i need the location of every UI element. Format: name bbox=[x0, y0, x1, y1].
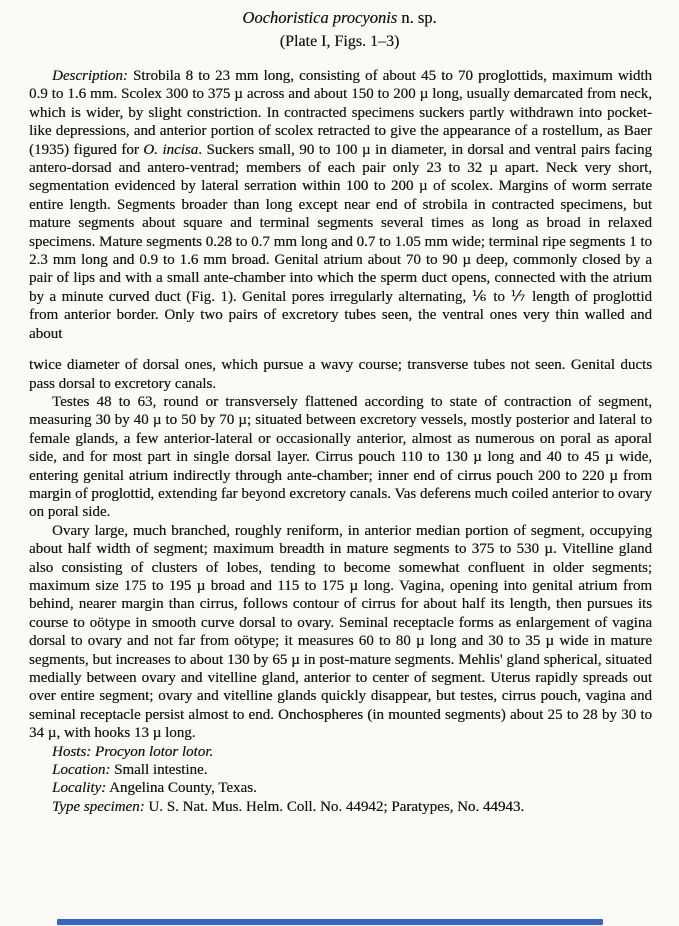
hosts-value: Procyon lotor lotor. bbox=[91, 743, 214, 760]
ovary-text: Ovary large, much branched, roughly reniform, in anterior median portion of segment, occupying about half width of segment; maximum breadth in mature segments to 375 to 530 µ. Vitelline gland also consisting of clusters of lobes, tending to become somewhat confluent in older segments; maximum size 175 to 195 µ broad and 115 to 175 µ long. Vagina, opening into genital atrium from behind, nearer margin than cirrus, follows contour of cirrus for about half its length, then pursues its course to oötype in smooth curve dorsal to ovary. Seminal receptacle forms as enlargement of vagina dorsal to ovary and not far from oötype; it measures 60 to 80 µ long and 30 to 35 µ wide in mature segments, but increases to about 130 by 65 µ in post-mature segments. Mehlis' gland spherical, situated medially between ovary and vitelline gland, anterior to center of segment. Uterus rapidly spreads out over entire segment; ovary and vitelline glands quickly disappear, but testes, cirrus pouch, vagina and seminal receptacle persist almost to end. Onchospheres (in mounted segments) about 25 to 28 by 30 to 34 µ, with hooks 13 µ long. bbox=[29, 522, 652, 742]
location-line bbox=[29, 761, 652, 779]
plate-reference: (Plate I, Figs. 1–3) bbox=[279, 33, 400, 50]
article-body bbox=[29, 67, 652, 816]
locality-label: Locality: bbox=[52, 780, 107, 797]
locality-value: Angelina County, Texas. bbox=[106, 780, 257, 797]
description-text-1: Strobila 8 to 23 mm long, consisting of about 45 to 70 proglottids, maximum width 0.9 to 1.6 mm. Scolex 300 to 375 µ across and about 150 to 200 µ long, usually demarcated from neck, which is wider, by slight constriction. In contracted specimens suckers partly withdrawn into pocket-like depressions, and anterior portion of scolex retracted to give the appearance of a rostellum, as Baer (1935) figured for bbox=[29, 68, 653, 158]
description-text-2: . Suckers small, 90 to 100 µ in diameter, in dorsal and ventral pairs facing antero-dorsad and antero-ventrad; members of each pair only 23 to 32 µ apart. Neck very short, segmentation evidenced by lateral serration within 100 to 200 µ of scolex. Margins of worm serrate entire length. Segments broader than long except near end of strobila in contracted specimens, but mature segments about square and terminal segments several times as long as broad in relaxed specimens. Mature segments 0.28 to 0.7 mm long and 0.7 to 1.05 mm wide; terminal ripe segments 1 to 2.3 mm long and 0.9 to 1.6 mm broad. Genital atrium about 70 to 90 µ deep, commonly closed by a pair of lips and with a small ante-chamber into which the sperm duct opens, connected with the atrium by a minute curved duct (Fig. 1). Genital pores irregularly alternating, ⅙ to ⅐ length of proglottid from anterior border. Only two pairs of excretory tubes seen, the ventral ones very thin walled and about bbox=[29, 141, 653, 342]
location-value: Small intestine. bbox=[110, 762, 208, 779]
description-paragraph bbox=[29, 67, 652, 343]
type-specimen-line bbox=[29, 798, 652, 816]
location-label: Location: bbox=[52, 762, 111, 779]
testes-paragraph bbox=[29, 393, 652, 522]
hosts-label: Hosts: bbox=[52, 743, 92, 760]
type-specimen-label: Type specimen: bbox=[52, 798, 145, 815]
species-name: Oochoristica procyonis bbox=[242, 8, 398, 27]
testes-text: Testes 48 to 63, round or transversely flattened according to state of contraction of segment, measuring 30 by 40 µ to 50 by 70 µ; situated between excretory vessels, mostly posterior and lateral to female glands, a few anterior-lateral or occasionally anterior, almost as numerous on poral as aporal side, and for most part in single dorsal layer. Cirrus pouch 110 to 130 µ long and 40 to 45 µ wide, entering genital atrium indirectly through ante-chamber; inner end of cirrus pouch 200 to 220 µ from margin of proglottid, extending far beyond excretory canals. Vas deferens much coiled anterior to ovary on poral side. bbox=[29, 393, 652, 521]
highlight-bar bbox=[57, 919, 603, 925]
description-text-3: twice diameter of dorsal ones, which pursue a wavy course; transverse tubes not seen. Genital ducts pass dorsal to excretory canals. bbox=[29, 357, 652, 392]
species-reference: O. incisa bbox=[143, 141, 199, 158]
locality-line bbox=[29, 779, 652, 797]
description-paragraph-continued bbox=[29, 356, 652, 393]
species-designation: n. sp. bbox=[397, 8, 437, 27]
description-label: Description: bbox=[52, 68, 128, 84]
hosts-line bbox=[29, 743, 652, 761]
ovary-paragraph bbox=[29, 522, 652, 743]
type-specimen-value: U. S. Nat. Mus. Helm. Coll. No. 44942; Paratypes, No. 44943. bbox=[144, 798, 525, 815]
species-title bbox=[0, 0, 679, 29]
